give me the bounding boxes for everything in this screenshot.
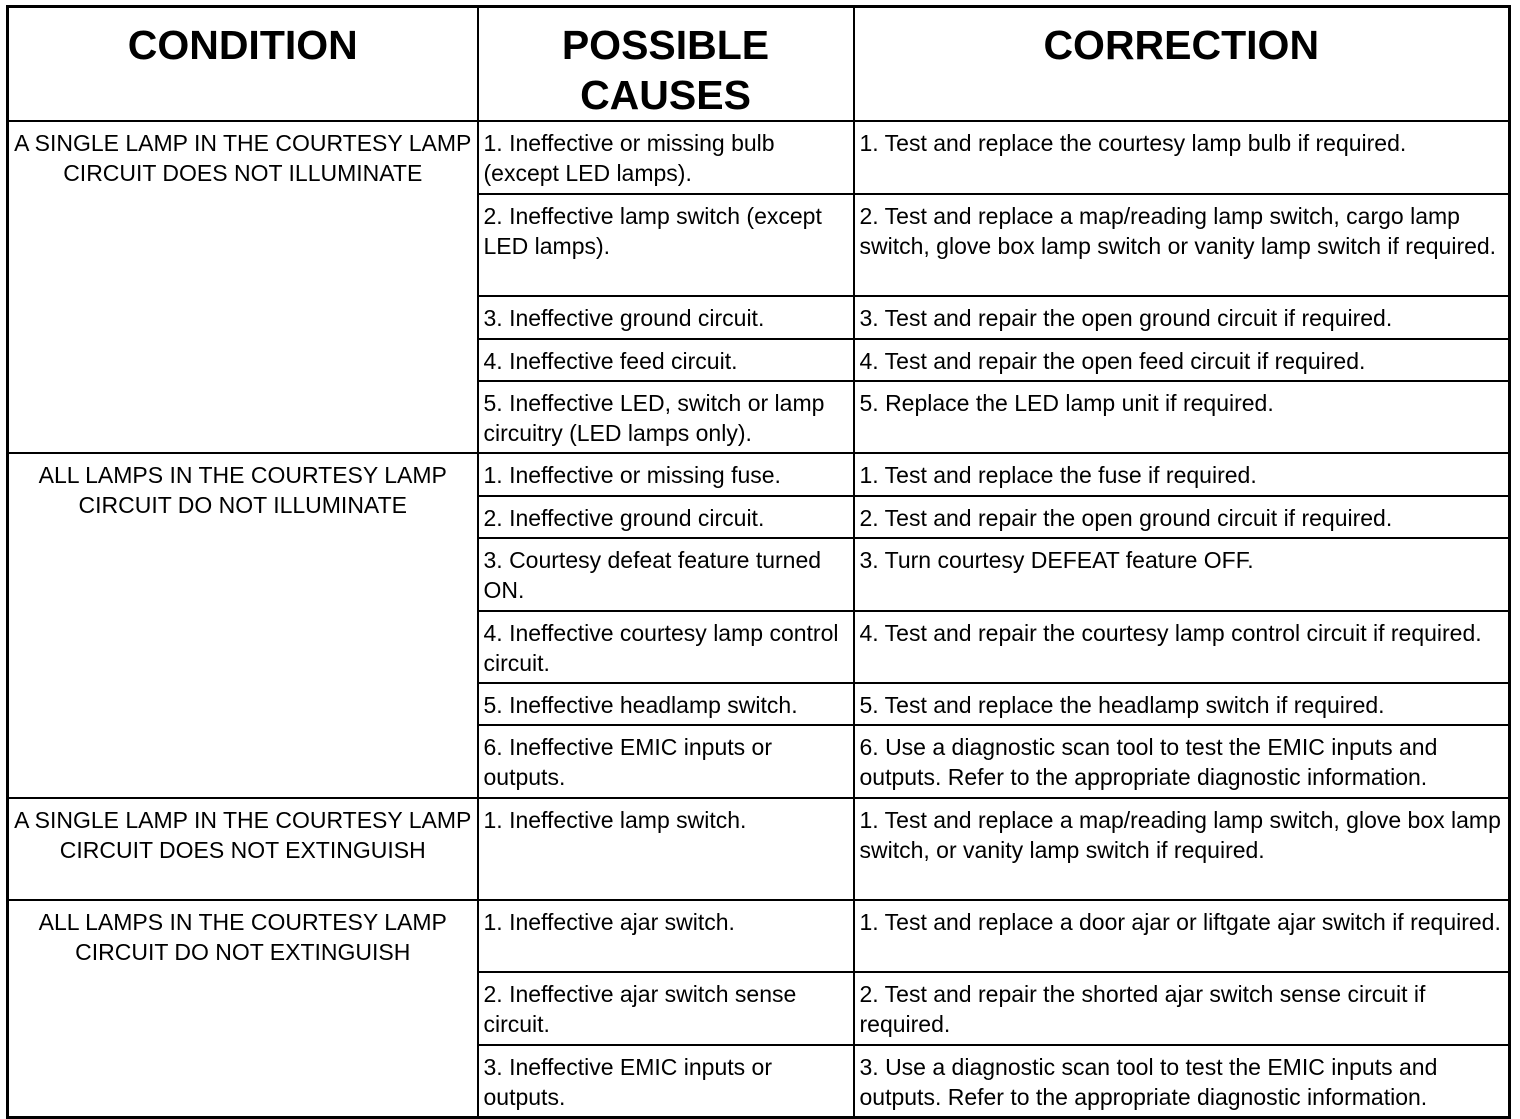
cause-cell: 2. Ineffective ajar switch sense circuit. [478,972,854,1045]
condition-cell: ALL LAMPS IN THE COURTESY LAMP CIRCUIT DO NOT ILLUMINATE [8,453,478,798]
correction-cell: 2. Test and replace a map/reading lamp switch, cargo lamp switch, glove box lamp switch or vanity lamp switch if required. [854,194,1510,296]
diagnosis-table [6,5,1511,1119]
cause-cell: 1. Ineffective ajar switch. [478,900,854,972]
header-possible-causes-line2: CAUSES [580,72,751,118]
correction-cell: 2. Test and repair the open ground circuit if required. [854,496,1510,538]
correction-cell: 3. Test and repair the open ground circuit if required. [854,296,1510,339]
correction-cell: 3. Use a diagnostic scan tool to test the EMIC inputs and outputs. Refer to the appropriate diagnostic information. [854,1045,1510,1117]
cause-cell: 2. Ineffective lamp switch (except LED lamps). [478,194,854,296]
header-condition: CONDITION [8,7,478,122]
condition-cell: ALL LAMPS IN THE COURTESY LAMP CIRCUIT DO NOT EXTINGUISH [8,900,478,1117]
table-row [8,121,1510,194]
table-row [8,900,1510,972]
header-row [8,7,1510,122]
cause-cell: 4. Ineffective feed circuit. [478,339,854,381]
cause-cell: 2. Ineffective ground circuit. [478,496,854,538]
correction-cell: 1. Test and replace the fuse if required. [854,453,1510,496]
cause-cell: 6. Ineffective EMIC inputs or outputs. [478,725,854,798]
cause-cell: 5. Ineffective LED, switch or lamp circuitry (LED lamps only). [478,381,854,453]
correction-cell: 2. Test and repair the shorted ajar switch sense circuit if required. [854,972,1510,1045]
cause-cell: 4. Ineffective courtesy lamp control circuit. [478,611,854,683]
cause-cell: 1. Ineffective lamp switch. [478,798,854,900]
table-row [8,798,1510,900]
correction-cell: 5. Test and replace the headlamp switch if required. [854,683,1510,725]
correction-cell: 1. Test and replace a door ajar or liftgate ajar switch if required. [854,900,1510,972]
header-possible-causes [478,7,854,122]
correction-cell: 4. Test and repair the courtesy lamp control circuit if required. [854,611,1510,683]
correction-cell: 3. Turn courtesy DEFEAT feature OFF. [854,538,1510,611]
cause-cell: 3. Ineffective ground circuit. [478,296,854,339]
correction-cell: 1. Test and replace a map/reading lamp switch, glove box lamp switch, or vanity lamp switch if required. [854,798,1510,900]
condition-cell: A SINGLE LAMP IN THE COURTESY LAMP CIRCUIT DOES NOT EXTINGUISH [8,798,478,900]
header-possible-causes-line1: POSSIBLE [561,22,770,68]
condition-cell: A SINGLE LAMP IN THE COURTESY LAMP CIRCUIT DOES NOT ILLUMINATE [8,121,478,453]
cause-cell: 5. Ineffective headlamp switch. [478,683,854,725]
cause-cell: 1. Ineffective or missing bulb (except LED lamps). [478,121,854,194]
cause-cell: 3. Ineffective EMIC inputs or outputs. [478,1045,854,1117]
correction-cell: 1. Test and replace the courtesy lamp bulb if required. [854,121,1510,194]
table-row [8,453,1510,496]
correction-cell: 4. Test and repair the open feed circuit if required. [854,339,1510,381]
correction-cell: 5. Replace the LED lamp unit if required. [854,381,1510,453]
cause-cell: 1. Ineffective or missing fuse. [478,453,854,496]
cause-cell: 3. Courtesy defeat feature turned ON. [478,538,854,611]
header-correction: CORRECTION [854,7,1510,122]
correction-cell: 6. Use a diagnostic scan tool to test the EMIC inputs and outputs. Refer to the appropriate diagnostic information. [854,725,1510,798]
